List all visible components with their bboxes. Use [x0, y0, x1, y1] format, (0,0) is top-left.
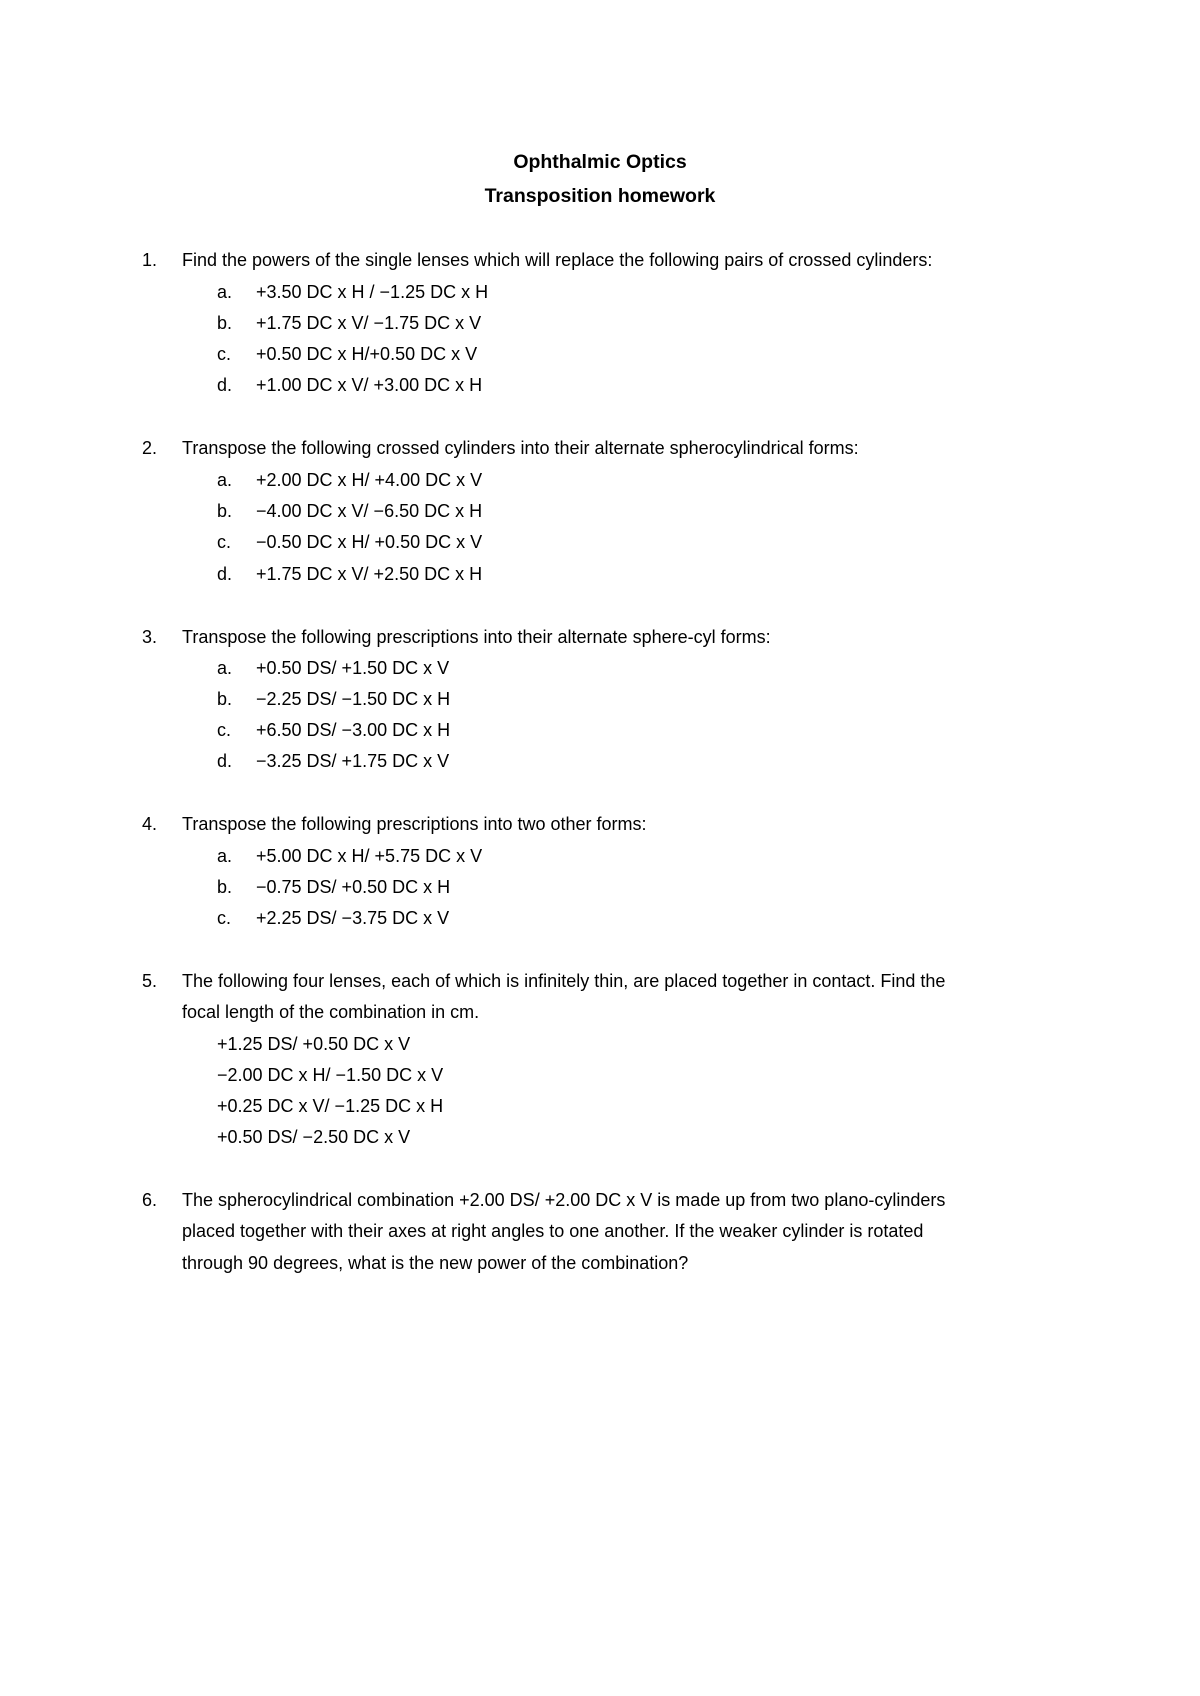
item-text: −4.00 DC x V/ −6.50 DC x H — [256, 501, 483, 521]
item-text: −2.25 DS/ −1.50 DC x H — [256, 689, 451, 709]
question-text: The following four lenses, each of which is infinitely thin, are placed together in contact. Find the — [182, 971, 946, 991]
question-text: placed together with their axes at right angles to one another. If the weaker cylinder is rotated — [182, 1221, 924, 1241]
item-letter: b. — [217, 313, 233, 333]
page-title: Ophthalmic Optics — [513, 151, 687, 173]
item-letter: c. — [217, 532, 232, 552]
lens-item: +1.25 DS/ +0.50 DC x V — [217, 1034, 411, 1054]
question-number: 3. — [142, 627, 158, 647]
item-text: +5.00 DC x H/ +5.75 DC x V — [256, 846, 483, 866]
question-text: Find the powers of the single lenses which will replace the following pairs of crossed cylinders: — [182, 250, 933, 270]
lens-item: +0.50 DS/ −2.50 DC x V — [217, 1127, 411, 1147]
item-letter: b. — [217, 689, 233, 709]
item-letter: d. — [217, 375, 233, 395]
item-text: +0.50 DC x H/+0.50 DC x V — [256, 344, 478, 364]
question-number: 6. — [142, 1190, 158, 1210]
item-letter: a. — [217, 470, 233, 490]
item-text: +2.25 DS/ −3.75 DC x V — [256, 908, 450, 928]
question-number: 5. — [142, 971, 158, 991]
item-letter: a. — [217, 282, 233, 302]
item-text: −0.75 DS/ +0.50 DC x H — [256, 877, 451, 897]
item-letter: d. — [217, 564, 233, 584]
item-text: +0.50 DS/ +1.50 DC x V — [256, 658, 450, 678]
item-text: +3.50 DC x H / −1.25 DC x H — [256, 282, 489, 302]
lens-item: −2.00 DC x H/ −1.50 DC x V — [217, 1065, 444, 1085]
item-text: +6.50 DS/ −3.00 DC x H — [256, 720, 451, 740]
question-text: Transpose the following prescriptions into their alternate sphere-cyl forms: — [182, 627, 771, 647]
lens-item: +0.25 DC x V/ −1.25 DC x H — [217, 1096, 444, 1116]
item-letter: c. — [217, 908, 232, 928]
item-letter: c. — [217, 344, 232, 364]
item-letter: a. — [217, 658, 233, 678]
item-text: −0.50 DC x H/ +0.50 DC x V — [256, 532, 483, 552]
item-text: +2.00 DC x H/ +4.00 DC x V — [256, 470, 483, 490]
question-text: through 90 degrees, what is the new power of the combination? — [182, 1253, 689, 1273]
question-number: 4. — [142, 814, 158, 834]
question-number: 1. — [142, 250, 158, 270]
item-letter: d. — [217, 751, 233, 771]
item-text: +1.75 DC x V/ +2.50 DC x H — [256, 564, 483, 584]
question-text: The spherocylindrical combination +2.00 DS/ +2.00 DC x V is made up from two plano-cylinders — [182, 1190, 946, 1210]
item-letter: b. — [217, 501, 233, 521]
question-number: 2. — [142, 438, 158, 458]
item-text: −3.25 DS/ +1.75 DC x V — [256, 751, 450, 771]
item-letter: c. — [217, 720, 232, 740]
item-text: +1.75 DC x V/ −1.75 DC x V — [256, 313, 482, 333]
page-subtitle: Transposition homework — [484, 185, 716, 207]
question-text: focal length of the combination in cm. — [182, 1002, 480, 1022]
item-letter: b. — [217, 877, 233, 897]
item-text: +1.00 DC x V/ +3.00 DC x H — [256, 375, 483, 395]
question-text: Transpose the following prescriptions into two other forms: — [182, 814, 647, 834]
question-text: Transpose the following crossed cylinders into their alternate spherocylindrical forms: — [182, 438, 859, 458]
item-letter: a. — [217, 846, 233, 866]
